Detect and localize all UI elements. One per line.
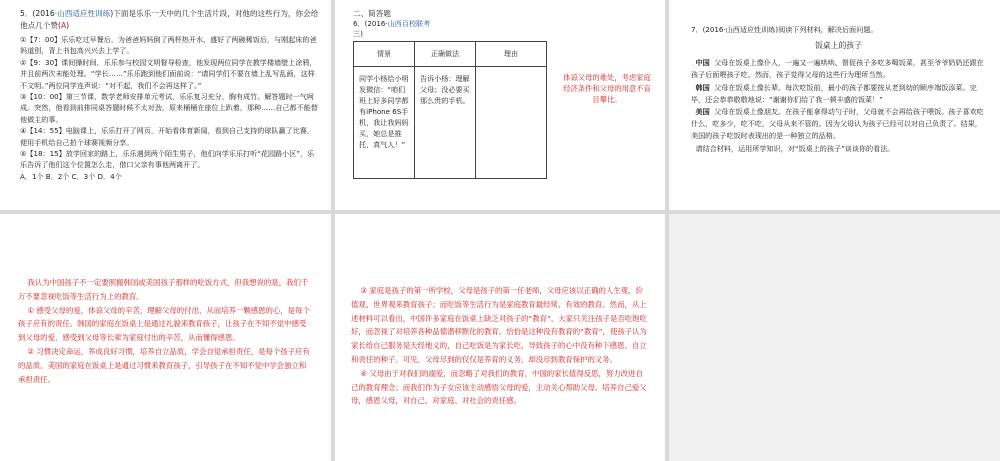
country-label: 中国 [695, 58, 710, 68]
answer-table [353, 41, 547, 179]
material-title: 饭桌上的孩子 [815, 41, 862, 51]
scenario-item: ⑤【18：15】放学回家的路上，乐乐遇到两个陌生男子，他们向学乐乐打听“花园路小区”，乐乐告诉了他们这个位置怎么走，借口父亲有事他两离开了。 [20, 149, 315, 170]
source-tag: 山西适应性训练 [57, 9, 111, 18]
material-paragraph [691, 57, 986, 81]
question-close: 三) [353, 29, 363, 38]
scenario-item: ①【7：00】乐乐吃过早餐后，为爸爸妈妈倒了两杯热开水，盛好了两碗稀饭后，与刚起床的爸妈道别，背上书包高兴兴去上学了。 [20, 35, 317, 56]
question-text: )下面是乐乐一天中的几个生活片段，对他的这些行为，你会给他点几个赞( [20, 9, 319, 30]
slide-question-6 [335, 0, 665, 210]
material-paragraph [691, 82, 986, 106]
reason-answer: 体谅父母的难处，考虑家庭经济条件和父母的用意不盲目攀比。 [563, 73, 651, 104]
country-label: 韩国 [695, 82, 710, 92]
answer-text: ① 感受父母的爱，体谅父母的辛苦，理解父母的付出，从而培养一颗感恩的心，是每个孩子应有的责任。韩国的家庭在饭桌上是通过礼貌来教育孩子，让孩子在不知不觉中感受到父母的爱，感受到父母等长辈为家庭付出的辛苦，从而懂得感恩。 [18, 305, 310, 343]
paragraph-text: 父母在饭桌上像仆人，一遍又一遍哄哄、督促孩子多吃多喝饭菜，甚至爷爷奶奶还跟在孩子后面喂孩子吃。然而，孩子觉得父母的这些行为理所当然。 [691, 58, 984, 80]
scenario-item: ④【14：55】电脑课上，乐乐打开了网页，开始看体育新闻，看到自己支持的球队赢了比赛，便用手机给自己拍个球赛视频分享。 [20, 126, 314, 147]
answer-paragraph [351, 367, 649, 408]
answer-paragraph [18, 304, 313, 345]
section-heading: 二、简答题 [353, 9, 391, 18]
answer-paragraph [18, 276, 313, 304]
question-close: ) [66, 21, 70, 30]
correct-practice-cell: 告诉小杨：理解父母；没必要买那么贵的手机。 [415, 67, 476, 179]
source-tag: 山西百校联考 [387, 19, 431, 28]
answer-text: ③ 家庭是孩子的第一所学校，父母是孩子的第一任老师，父母应该以正确的人生观、价值观、世界观来教育孩子；而吃饭等生活行为是家庭教育最经常、有效的教育。然而，从上述材料可以看出，中国许多家庭在饭桌上缺乏对孩子的“教育”，大家只关注孩子是否吃饱吃好，而忽视了对培养各种品德潜移默化的教育。恰恰是这种没有教育的“教育”，使孩子认为家长给自己服务是天经地义的，自己吃饭是为家长吃，导致孩子的心中没有种下感恩、自立和责任的种子。可见，父母尽到的仅仅是养育的义务，却没尽到教育保护的义务。 [351, 286, 647, 364]
reason-cell [476, 67, 547, 179]
answer-paragraph [351, 284, 649, 367]
answer-text: ② 习惯决定命运，养成良好习惯，培养自立品质，学会自觉承担责任，是每个孩子应有的品质。美国的家庭在饭桌上是通过习惯来教育孩子，引导孩子在不知不觉中学会独立和承担责任。 [18, 346, 310, 384]
paragraph-text: 父母在饭桌上像长辈。每次吃饭前，最小的孩子都要按从老到幼的顺序端饭添菜。完毕，还会恭恭敬敬地说：“谢谢你们给了我一顿丰盛的饭菜！” [691, 82, 977, 104]
table-header: 正确做法 [415, 42, 476, 67]
prompt-text: 请结合材料，运用所学知识，对“饭桌上的孩子”谈谈你的看法。 [695, 143, 895, 153]
question-5-stem [20, 8, 319, 32]
slide-answer-part-1 [0, 214, 331, 461]
table-header: 理由 [476, 42, 547, 67]
paragraph-text: 父母在饭桌上像朋友。在孩子能拿得动勺子时，父母就不会再给孩子喂饭。孩子喜欢吃什么，吃多少，吃不吃，父母从来不管的。因为父母认为孩子已经可以对自己负责了。结果，美国的孩子吃饭时表现出的是一种独立的品格。 [691, 107, 984, 141]
scenario-item: ②【9：30】课间操时间，乐乐参与校园文明督导检查，他发现两位同学在教学楼墙壁上涂鸦，并且前两次未能处理。“学长……”乐乐跑到他们面前说：“请同学们不要在墙上乱写乱画，这样不文明。”两位同学连声说：“对不起，我们不会再这样了。” [20, 57, 317, 90]
question-7-stem: 7．(2016·山西适应性训练)阅读下列材料，解决后面问题。 [691, 25, 878, 34]
question-6-stem [353, 19, 653, 39]
slide-answer-part-2 [335, 214, 665, 461]
question-number: 6．(2016· [353, 19, 388, 28]
blank-slide [669, 214, 1000, 461]
answer-mark: A [60, 21, 67, 30]
answer-options: A．1个 B．2个 C．3个 D．4个 [20, 171, 122, 181]
question-number: 5．(2016· [20, 9, 58, 18]
answer-text: ④ 父母由于对我们的溺爱，而忽略了对我们的教育，中国的家长值得反思，努力改进自己的教育理念；而我们作为子女应该主动感悟父母的爱，主动关心帮助父母、培养自己爱父母，感恩父母，对自己、对家庭、对社会的责任感。 [351, 368, 647, 406]
slide-question-7 [669, 0, 1000, 210]
material-paragraph [691, 106, 986, 143]
scenario-cell: 同学小杨给小明发微信：“咱们班上好多同学都有iPhone 6S手机，我让我妈妈买，她总是推托，真气人！” [354, 67, 415, 179]
slide-question-5 [0, 0, 331, 210]
table-header: 情景 [354, 42, 415, 67]
closing-prompt [691, 143, 986, 155]
country-label: 美国 [695, 107, 710, 117]
answer-paragraph [18, 345, 313, 386]
scenario-item: ③【10：00】第三节课，数学老师安排单元考试，乐乐复习充分，胸有成竹。解答题时一气呵成。突然，他看到前排同桌答题时候不太对劲，原来桶桶在座位上趴着，那种……自己都不能替他做主的事。 [20, 92, 318, 124]
answer-text: 我认为中国孩子不一定要照搬韩国或美国孩子那样的吃饭方式，但我想说的是，我们千万不要忽视吃饭等生活行为上的教育。 [18, 278, 309, 301]
